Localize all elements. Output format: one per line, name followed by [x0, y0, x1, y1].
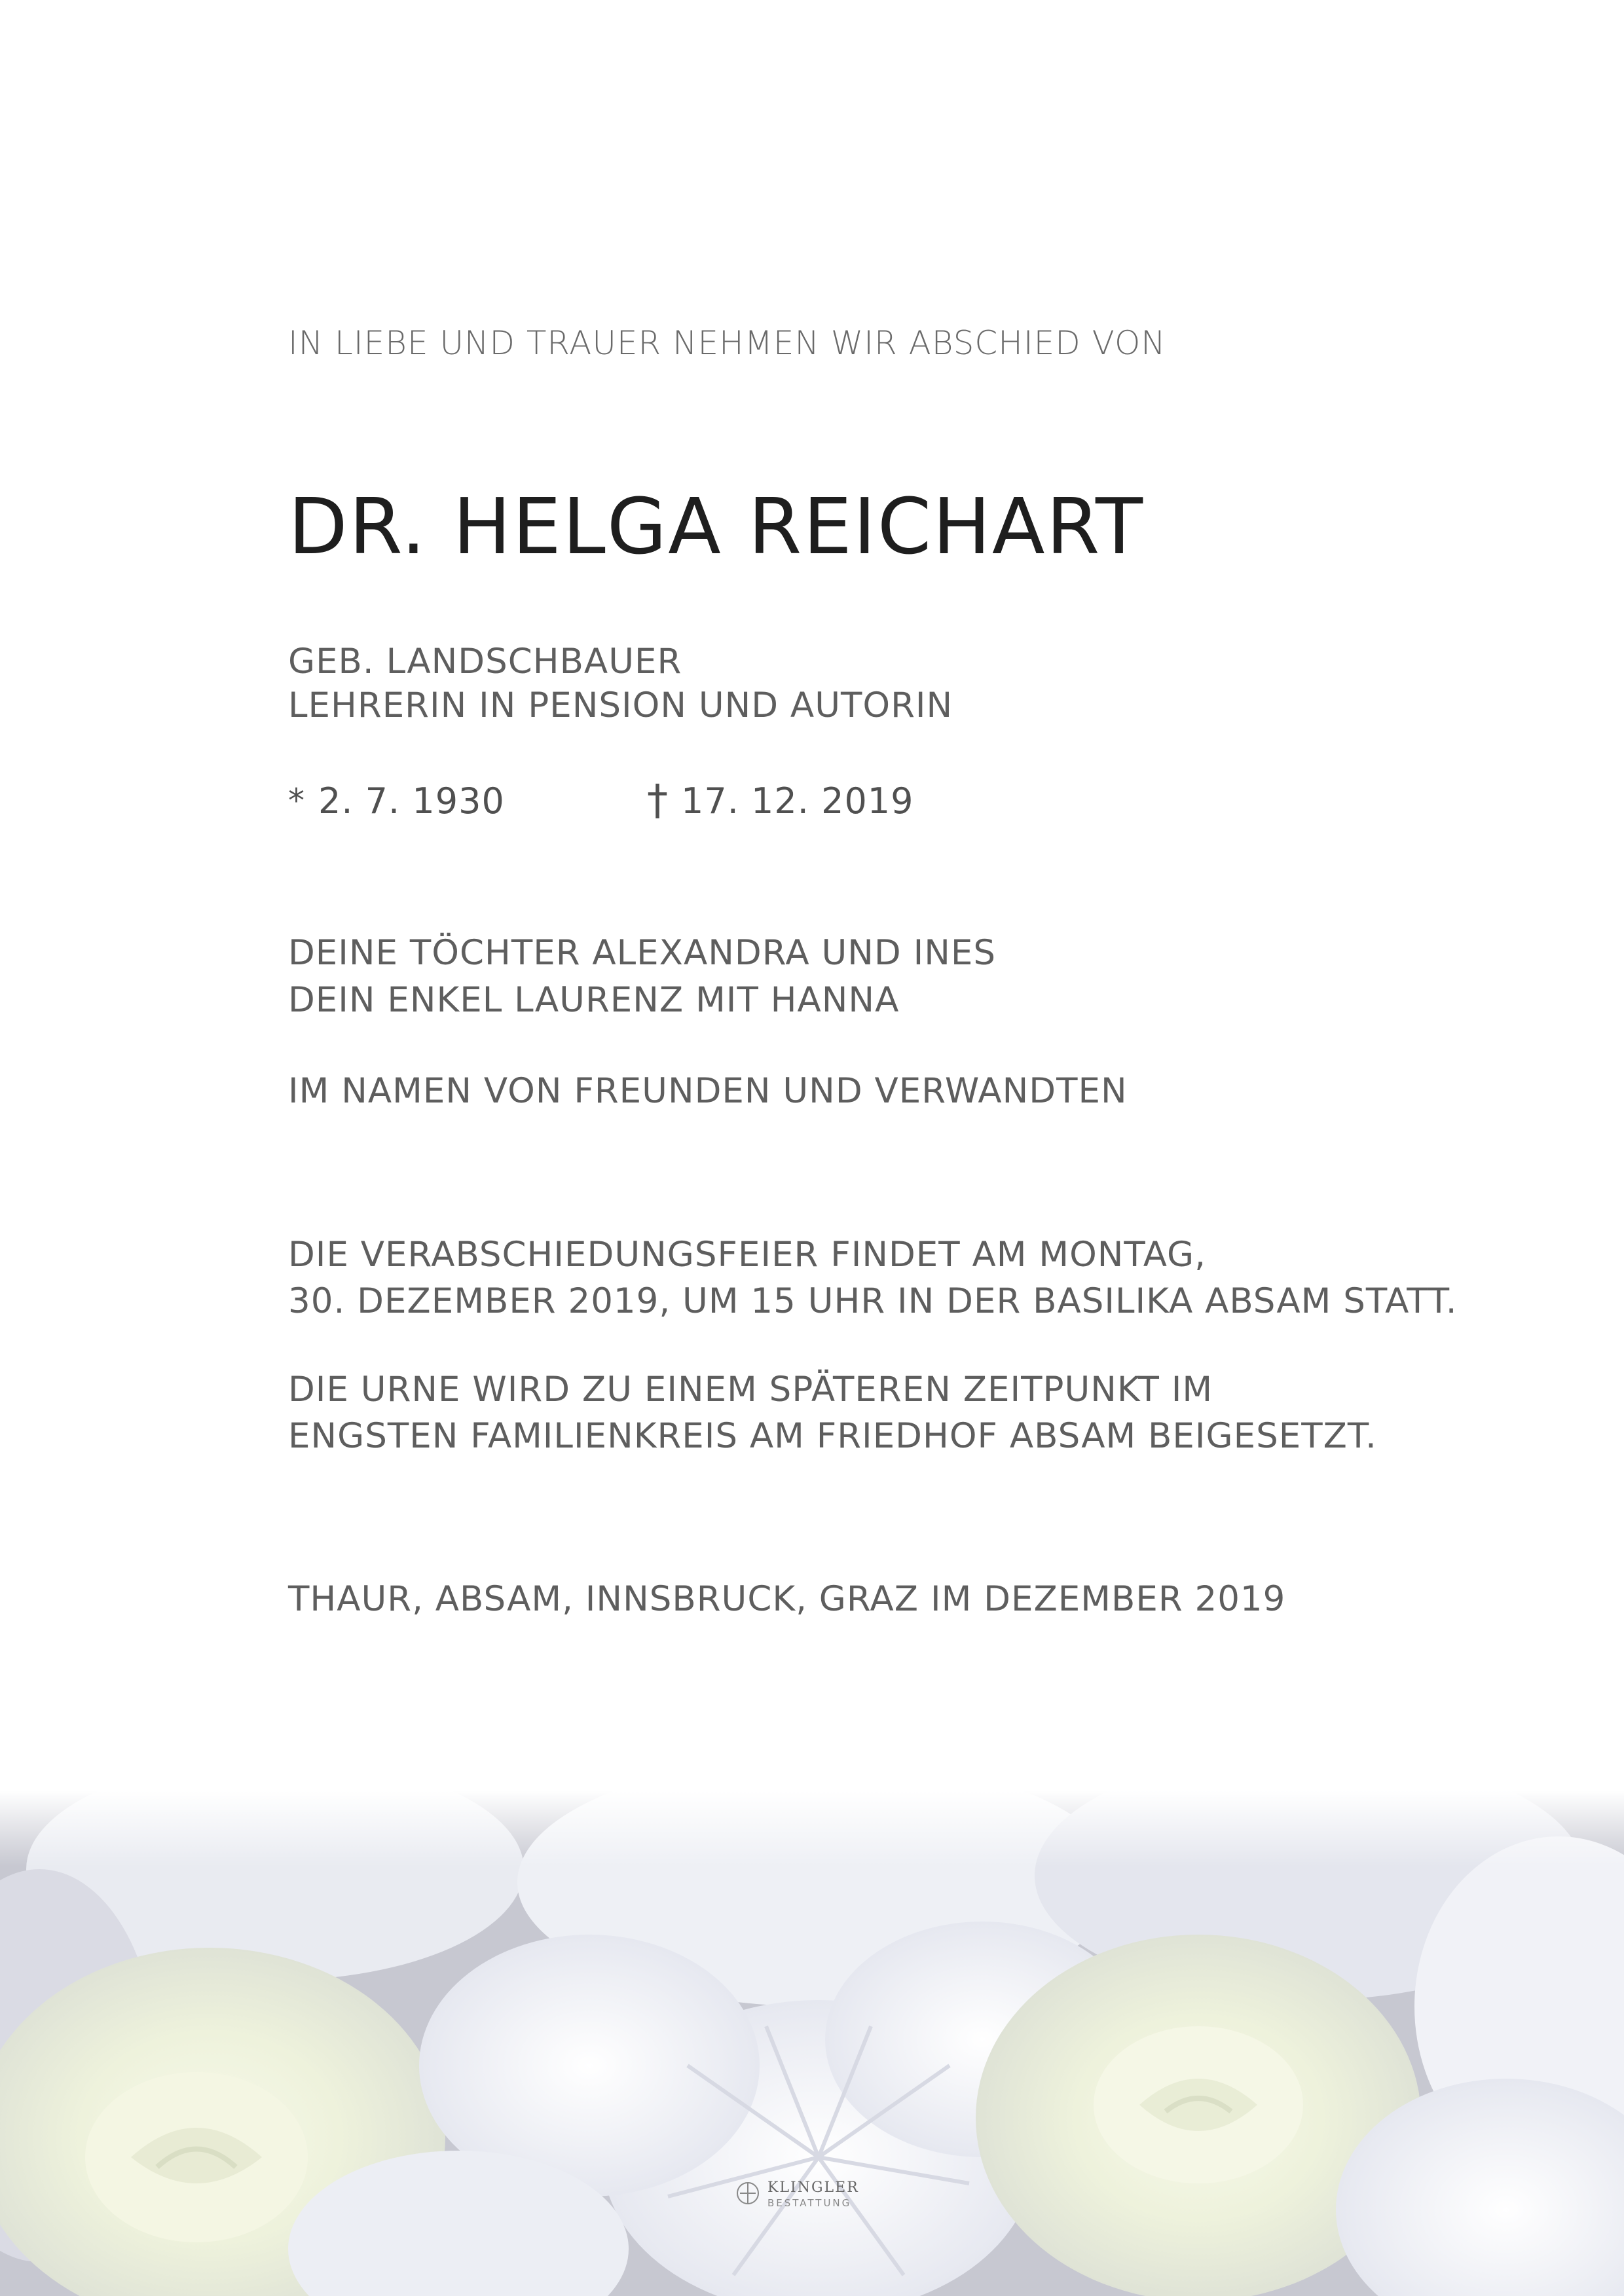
birth-name: GEB. LANDSCHBAUER [288, 642, 682, 682]
life-dates [288, 776, 914, 825]
urn-line-2: ENGSTEN FAMILIENKREIS AM FRIEDHOF ABSAM BEIGESETZT. [288, 1416, 1377, 1456]
logo-mark-icon [737, 2183, 758, 2204]
family-daughters: DEINE TÖCHTER ALEXANDRA UND INES [288, 933, 996, 973]
deceased-name: DR. HELGA REICHART [288, 481, 1145, 572]
ceremony-line-2: 30. DEZEMBER 2019, UM 15 UHR IN DER BASILIKA ABSAM STATT. [288, 1281, 1458, 1321]
birth-date: 2. 7. 1930 [318, 780, 505, 822]
funeral-home-logo [728, 2174, 885, 2226]
logo-line-1: KLINGLER [767, 2179, 859, 2196]
intro-text: IN LIEBE UND TRAUER NEHMEN WIR ABSCHIED VON [288, 324, 1166, 362]
logo-line-2: BESTATTUNG [767, 2197, 852, 2209]
death-cross-icon: † [647, 776, 669, 825]
ceremony-line-1: DIE VERABSCHIEDUNGSFEIER FINDET AM MONTAG, [288, 1235, 1206, 1275]
occupation: LEHRERIN IN PENSION UND AUTORIN [288, 685, 953, 725]
urn-line-1: DIE URNE WIRD ZU EINEM SPÄTEREN ZEITPUNKT IM [288, 1370, 1213, 1410]
death-date: 17. 12. 2019 [681, 780, 914, 822]
birth-star-icon: * [288, 782, 305, 820]
family-grandson: DEIN ENKEL LAURENZ MIT HANNA [288, 980, 900, 1020]
family-friends: IM NAMEN VON FREUNDEN UND VERWANDTEN [288, 1071, 1128, 1111]
closing-places: THAUR, ABSAM, INNSBRUCK, GRAZ IM DEZEMBER 2019 [288, 1579, 1286, 1619]
